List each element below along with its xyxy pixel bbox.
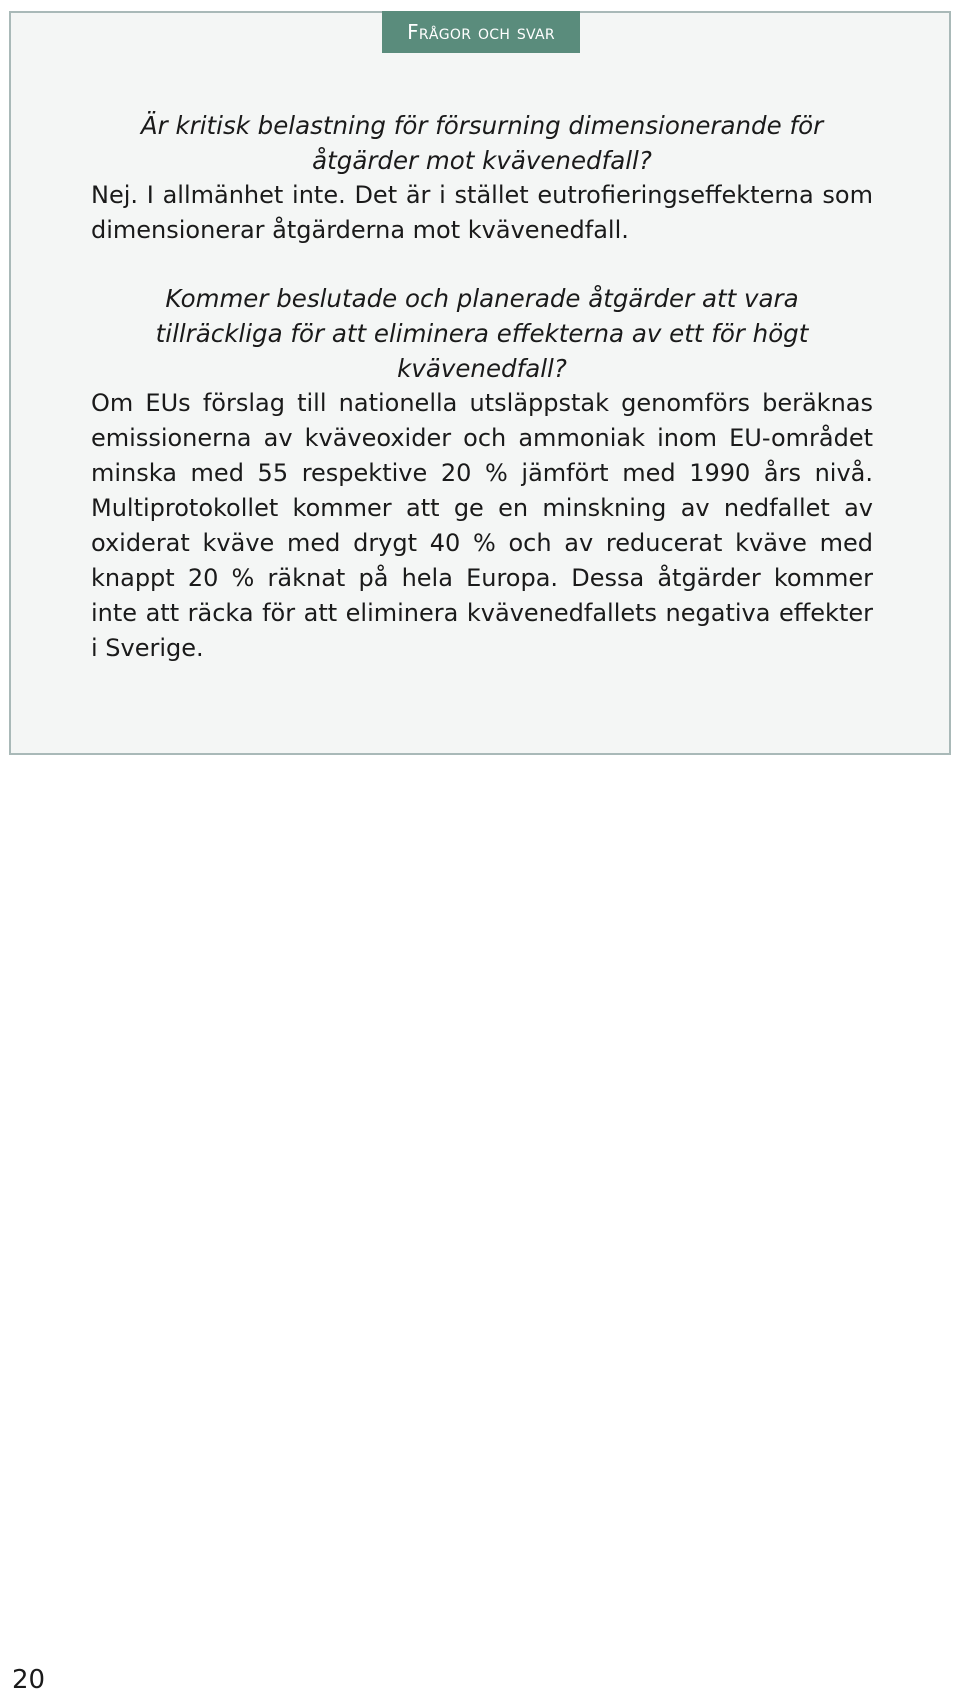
answer-2: Om EUs förslag till nationella utsläppstak genomförs beräknas emissionerna av kväveoxider och ammoniak inom EU-området minska med 55 respektive 20 % jämfört med 1990 års nivå. Multiprotokollet kommer att ge en minskning av nedfallet av oxiderat kväve med drygt 40 % och av reducerat kväve med knappt 20 % räknat på hela Europa. Dessa åtgärder kommer inte att räcka för att eliminera kvävenedfallets negativa effekter i Sverige. <box>91 389 873 662</box>
question-2: Kommer beslutade och planerade åtgärder att vara tillräckliga för att eliminera effekterna av ett för högt kvävenedfall? <box>155 284 809 383</box>
qa-content <box>91 108 873 666</box>
section-label: Frågor och svar <box>407 20 555 44</box>
page-number: 20 <box>12 1665 46 1695</box>
question-1: Är kritisk belastning för försurning dimensionerande för åtgärder mot kvävenedfall? <box>140 111 824 175</box>
section-tab <box>382 11 580 53</box>
answer-1: Nej. I allmänhet inte. Det är i stället eutrofieringseffekterna som dimensionerar åtgärderna mot kvävenedfall. <box>91 181 873 244</box>
